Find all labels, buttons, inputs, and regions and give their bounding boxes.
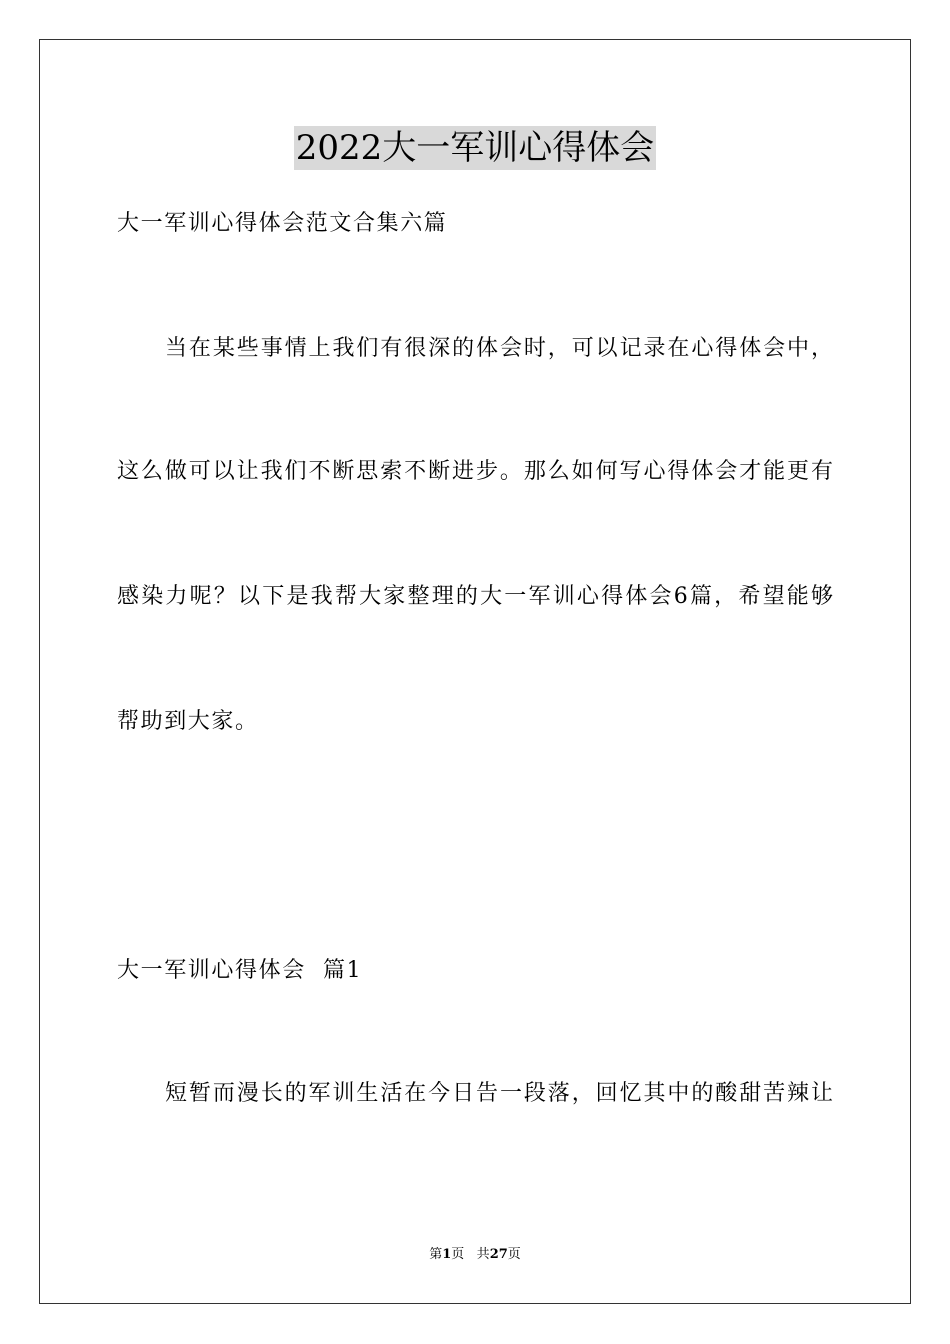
- intro-line-2: 这么做可以让我们不断思索不断进步。那么如何写心得体会才能更有: [117, 459, 833, 484]
- footer-page-suffix: 页: [451, 1247, 465, 1262]
- footer-total-suffix: 页: [507, 1247, 521, 1262]
- intro-line-1: 当在某些事情上我们有很深的体会时，可以记录在心得体会中，: [165, 336, 833, 361]
- intro-line-4: 帮助到大家。: [117, 709, 259, 734]
- document-title: [0, 126, 950, 170]
- footer-page-prefix: 第: [429, 1247, 443, 1262]
- section-heading: 大一军训心得体会 篇1: [117, 958, 363, 983]
- section-line-1: 短暂而漫长的军训生活在今日告一段落，回忆其中的酸甜苦辣让: [165, 1081, 833, 1106]
- footer-total-prefix: 共: [476, 1247, 490, 1262]
- document-title-text: 2022大一军训心得体会: [295, 128, 655, 168]
- footer-total-pages: 27: [489, 1247, 508, 1262]
- document-subtitle: 大一军训心得体会范文合集六篇: [117, 211, 448, 236]
- intro-line-3: 感染力呢？以下是我帮大家整理的大一军训心得体会6篇，希望能够: [117, 584, 833, 609]
- page-footer: [0, 1246, 950, 1264]
- footer-page-number: 1: [442, 1247, 452, 1262]
